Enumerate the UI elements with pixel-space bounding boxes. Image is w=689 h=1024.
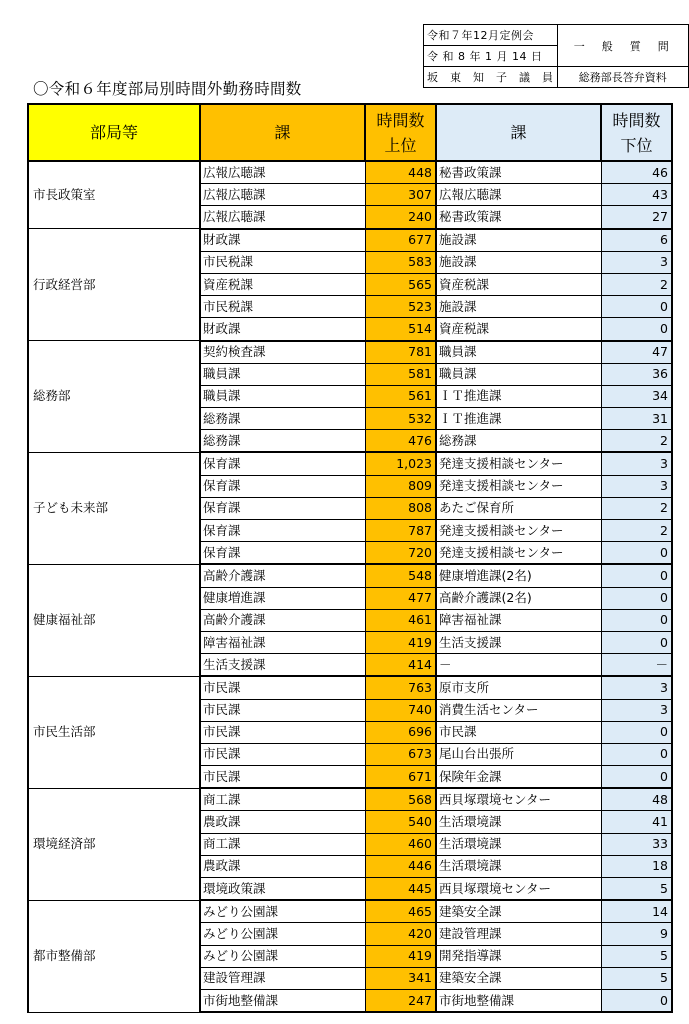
dept-cell: 行政経営部 bbox=[28, 229, 200, 341]
top-section-cell: 保育課 bbox=[200, 452, 365, 475]
top-section-cell: 市民課 bbox=[200, 699, 365, 721]
bottom-section-cell: 建築安全課 bbox=[436, 967, 601, 989]
top-hours-cell: 673 bbox=[365, 743, 436, 765]
bottom-section-cell: 施設課 bbox=[436, 296, 601, 318]
top-section-cell: 保育課 bbox=[200, 475, 365, 497]
top-hours-cell: 247 bbox=[365, 989, 436, 1012]
top-hours-cell: 523 bbox=[365, 296, 436, 318]
top-hours-cell: 420 bbox=[365, 923, 436, 945]
top-hours-cell: 307 bbox=[365, 184, 436, 206]
question-type-label: 一 般 質 問 bbox=[557, 25, 689, 67]
date-label: 令 和 8 年 1 月 14 日 bbox=[424, 46, 558, 67]
meeting-label: 令和７年12月定例会 bbox=[424, 25, 558, 46]
top-section-cell: 契約検査課 bbox=[200, 341, 365, 364]
bottom-hours-cell: 3 bbox=[601, 475, 672, 497]
bottom-hours-cell: 2 bbox=[601, 273, 672, 295]
bottom-hours-cell: 0 bbox=[601, 766, 672, 789]
top-hours-cell: 671 bbox=[365, 766, 436, 789]
bottom-section-cell: 施設課 bbox=[436, 229, 601, 252]
top-section-cell: 広報広聴課 bbox=[200, 184, 365, 206]
bottom-hours-cell: 3 bbox=[601, 251, 672, 273]
bottom-section-cell: 施設課 bbox=[436, 251, 601, 273]
bottom-section-cell: 原市支所 bbox=[436, 676, 601, 699]
answer-material-label: 総務部長答弁資料 bbox=[557, 67, 689, 88]
bottom-hours-cell: 0 bbox=[601, 721, 672, 743]
top-hours-cell: 460 bbox=[365, 833, 436, 855]
top-hours-cell: 696 bbox=[365, 721, 436, 743]
bottom-hours-cell: 3 bbox=[601, 699, 672, 721]
bottom-hours-cell: 5 bbox=[601, 945, 672, 967]
top-hours-cell: 548 bbox=[365, 564, 436, 587]
bottom-hours-cell: 0 bbox=[601, 296, 672, 318]
header-bottom-section: 課 bbox=[436, 104, 601, 161]
table-row bbox=[28, 900, 672, 923]
bottom-section-cell: 建設管理課 bbox=[436, 923, 601, 945]
bottom-section-cell: あたご保育所 bbox=[436, 497, 601, 519]
bottom-hours-cell: 48 bbox=[601, 788, 672, 811]
top-section-cell: 商工課 bbox=[200, 833, 365, 855]
header-bottom-hours-line1: 時間数 bbox=[612, 110, 661, 130]
top-hours-cell: 720 bbox=[365, 542, 436, 565]
bottom-section-cell: 秘書政策課 bbox=[436, 161, 601, 184]
top-hours-cell: 461 bbox=[365, 609, 436, 631]
top-section-cell: 資産税課 bbox=[200, 273, 365, 295]
bottom-hours-cell: 3 bbox=[601, 452, 672, 475]
top-section-cell: 保育課 bbox=[200, 497, 365, 519]
header-dept: 部局等 bbox=[28, 104, 200, 161]
dept-cell: 市長政策室 bbox=[28, 161, 200, 229]
top-hours-cell: 677 bbox=[365, 229, 436, 252]
bottom-section-cell: ＩＴ推進課 bbox=[436, 408, 601, 430]
top-section-cell: 市街地整備課 bbox=[200, 989, 365, 1012]
top-hours-cell: 565 bbox=[365, 273, 436, 295]
top-hours-cell: 445 bbox=[365, 878, 436, 901]
bottom-hours-cell: 3 bbox=[601, 676, 672, 699]
table-header-row bbox=[28, 104, 672, 161]
dept-cell: 市民生活部 bbox=[28, 676, 200, 788]
top-section-cell: 建設管理課 bbox=[200, 967, 365, 989]
top-section-cell: 市民税課 bbox=[200, 296, 365, 318]
bottom-section-cell: 広報広聴課 bbox=[436, 184, 601, 206]
bottom-hours-cell: 5 bbox=[601, 878, 672, 901]
table-row bbox=[28, 161, 672, 184]
table-row bbox=[28, 788, 672, 811]
bottom-section-cell: 健康増進課(2名) bbox=[436, 564, 601, 587]
bottom-hours-cell: 0 bbox=[601, 609, 672, 631]
dept-cell: 環境経済部 bbox=[28, 788, 200, 900]
table-row bbox=[28, 676, 672, 699]
bottom-section-cell: 資産税課 bbox=[436, 318, 601, 341]
top-hours-cell: 561 bbox=[365, 385, 436, 407]
top-hours-cell: 763 bbox=[365, 676, 436, 699]
top-section-cell: 総務課 bbox=[200, 430, 365, 453]
top-hours-cell: 1,023 bbox=[365, 452, 436, 475]
top-section-cell: みどり公園課 bbox=[200, 900, 365, 923]
bottom-hours-cell: 2 bbox=[601, 430, 672, 453]
bottom-section-cell: 発達支援相談センター bbox=[436, 452, 601, 475]
top-section-cell: 生活支援課 bbox=[200, 654, 365, 677]
header-top-hours-line1: 時間数 bbox=[376, 110, 425, 130]
bottom-section-cell: 西貝塚環境センター bbox=[436, 788, 601, 811]
bottom-hours-cell: 2 bbox=[601, 520, 672, 542]
bottom-section-cell: ＩＴ推進課 bbox=[436, 385, 601, 407]
bottom-section-cell: 生活環境課 bbox=[436, 833, 601, 855]
top-hours-cell: 568 bbox=[365, 788, 436, 811]
bottom-hours-cell: 0 bbox=[601, 587, 672, 609]
top-section-cell: 財政課 bbox=[200, 318, 365, 341]
bottom-hours-cell: 41 bbox=[601, 811, 672, 833]
bottom-section-cell: 職員課 bbox=[436, 341, 601, 364]
top-hours-cell: 583 bbox=[365, 251, 436, 273]
bottom-hours-cell: 18 bbox=[601, 855, 672, 877]
top-hours-cell: 419 bbox=[365, 945, 436, 967]
bottom-hours-cell: 0 bbox=[601, 564, 672, 587]
top-hours-cell: 781 bbox=[365, 341, 436, 364]
top-section-cell: 農政課 bbox=[200, 855, 365, 877]
bottom-hours-cell: 14 bbox=[601, 900, 672, 923]
top-section-cell: 商工課 bbox=[200, 788, 365, 811]
bottom-section-cell: 生活環境課 bbox=[436, 811, 601, 833]
top-section-cell: 保育課 bbox=[200, 542, 365, 565]
dept-cell: 健康福祉部 bbox=[28, 564, 200, 676]
top-section-cell: 障害福祉課 bbox=[200, 631, 365, 653]
bottom-hours-cell: 0 bbox=[601, 542, 672, 565]
top-section-cell: 環境政策課 bbox=[200, 878, 365, 901]
bottom-hours-cell: 46 bbox=[601, 161, 672, 184]
dept-cell: 子ども未来部 bbox=[28, 452, 200, 564]
top-hours-cell: 477 bbox=[365, 587, 436, 609]
bottom-section-cell: 職員課 bbox=[436, 363, 601, 385]
top-section-cell: 財政課 bbox=[200, 229, 365, 252]
header-info-box bbox=[423, 24, 689, 88]
top-hours-cell: 514 bbox=[365, 318, 436, 341]
bottom-hours-cell: 34 bbox=[601, 385, 672, 407]
header-info-row bbox=[424, 67, 689, 88]
top-hours-cell: 419 bbox=[365, 631, 436, 653]
table-row bbox=[28, 229, 672, 252]
top-hours-cell: 448 bbox=[365, 161, 436, 184]
bottom-section-cell: － bbox=[436, 654, 601, 677]
bottom-section-cell: 発達支援相談センター bbox=[436, 475, 601, 497]
bottom-hours-cell: 6 bbox=[601, 229, 672, 252]
bottom-hours-cell: 36 bbox=[601, 363, 672, 385]
table-row bbox=[28, 341, 672, 364]
top-hours-cell: 809 bbox=[365, 475, 436, 497]
table-row bbox=[28, 452, 672, 475]
top-section-cell: 総務課 bbox=[200, 408, 365, 430]
top-section-cell: 市民課 bbox=[200, 743, 365, 765]
bottom-section-cell: 市街地整備課 bbox=[436, 989, 601, 1012]
top-hours-cell: 341 bbox=[365, 967, 436, 989]
bottom-section-cell: 障害福祉課 bbox=[436, 609, 601, 631]
top-hours-cell: 740 bbox=[365, 699, 436, 721]
top-hours-cell: 532 bbox=[365, 408, 436, 430]
bottom-section-cell: 市民課 bbox=[436, 721, 601, 743]
bottom-section-cell: 資産税課 bbox=[436, 273, 601, 295]
bottom-hours-cell: － bbox=[601, 654, 672, 677]
bottom-hours-cell: 27 bbox=[601, 206, 672, 229]
top-section-cell: 高齢介護課 bbox=[200, 564, 365, 587]
top-section-cell: 広報広聴課 bbox=[200, 206, 365, 229]
bottom-hours-cell: 5 bbox=[601, 967, 672, 989]
header-top-hours-line2: 上位 bbox=[384, 135, 417, 155]
bottom-hours-cell: 9 bbox=[601, 923, 672, 945]
top-section-cell: 健康増進課 bbox=[200, 587, 365, 609]
header-top-hours bbox=[365, 104, 436, 161]
top-section-cell: 市民課 bbox=[200, 676, 365, 699]
bottom-section-cell: 保険年金課 bbox=[436, 766, 601, 789]
bottom-section-cell: 消費生活センター bbox=[436, 699, 601, 721]
top-section-cell: 職員課 bbox=[200, 385, 365, 407]
dept-cell: 総務部 bbox=[28, 341, 200, 453]
top-hours-cell: 414 bbox=[365, 654, 436, 677]
top-hours-cell: 540 bbox=[365, 811, 436, 833]
top-hours-cell: 476 bbox=[365, 430, 436, 453]
bottom-section-cell: 生活支援課 bbox=[436, 631, 601, 653]
bottom-hours-cell: 33 bbox=[601, 833, 672, 855]
header-info-row bbox=[424, 25, 689, 46]
dept-cell: 都市整備部 bbox=[28, 900, 200, 1012]
top-section-cell: 広報広聴課 bbox=[200, 161, 365, 184]
bottom-section-cell: 尾山台出張所 bbox=[436, 743, 601, 765]
top-section-cell: 市民課 bbox=[200, 766, 365, 789]
bottom-section-cell: 発達支援相談センター bbox=[436, 542, 601, 565]
top-hours-cell: 465 bbox=[365, 900, 436, 923]
bottom-section-cell: 建築安全課 bbox=[436, 900, 601, 923]
overtime-hours-table bbox=[27, 103, 673, 1013]
bottom-hours-cell: 0 bbox=[601, 631, 672, 653]
bottom-hours-cell: 31 bbox=[601, 408, 672, 430]
header-bottom-hours-line2: 下位 bbox=[620, 135, 653, 155]
bottom-section-cell: 開発指導課 bbox=[436, 945, 601, 967]
header-bottom-hours bbox=[601, 104, 672, 161]
bottom-hours-cell: 0 bbox=[601, 989, 672, 1012]
top-section-cell: みどり公園課 bbox=[200, 923, 365, 945]
bottom-hours-cell: 2 bbox=[601, 497, 672, 519]
bottom-section-cell: 総務課 bbox=[436, 430, 601, 453]
table-row bbox=[28, 564, 672, 587]
bottom-hours-cell: 47 bbox=[601, 341, 672, 364]
document-title: 〇令和６年度部局別時間外勤務時間数 bbox=[33, 80, 302, 98]
top-section-cell: 市民課 bbox=[200, 721, 365, 743]
bottom-section-cell: 高齢介護課(2名) bbox=[436, 587, 601, 609]
table-body bbox=[28, 161, 672, 1012]
top-hours-cell: 581 bbox=[365, 363, 436, 385]
bottom-hours-cell: 43 bbox=[601, 184, 672, 206]
top-section-cell: みどり公園課 bbox=[200, 945, 365, 967]
top-section-cell: 農政課 bbox=[200, 811, 365, 833]
bottom-hours-cell: 0 bbox=[601, 318, 672, 341]
top-section-cell: 高齢介護課 bbox=[200, 609, 365, 631]
bottom-section-cell: 西貝塚環境センター bbox=[436, 878, 601, 901]
bottom-hours-cell: 0 bbox=[601, 743, 672, 765]
councillor-label: 坂 東 知 子 議 員 bbox=[424, 67, 558, 88]
top-section-cell: 職員課 bbox=[200, 363, 365, 385]
bottom-section-cell: 発達支援相談センター bbox=[436, 520, 601, 542]
top-hours-cell: 240 bbox=[365, 206, 436, 229]
top-section-cell: 保育課 bbox=[200, 520, 365, 542]
bottom-section-cell: 秘書政策課 bbox=[436, 206, 601, 229]
top-hours-cell: 446 bbox=[365, 855, 436, 877]
top-hours-cell: 808 bbox=[365, 497, 436, 519]
bottom-section-cell: 生活環境課 bbox=[436, 855, 601, 877]
top-hours-cell: 787 bbox=[365, 520, 436, 542]
top-section-cell: 市民税課 bbox=[200, 251, 365, 273]
header-top-section: 課 bbox=[200, 104, 365, 161]
